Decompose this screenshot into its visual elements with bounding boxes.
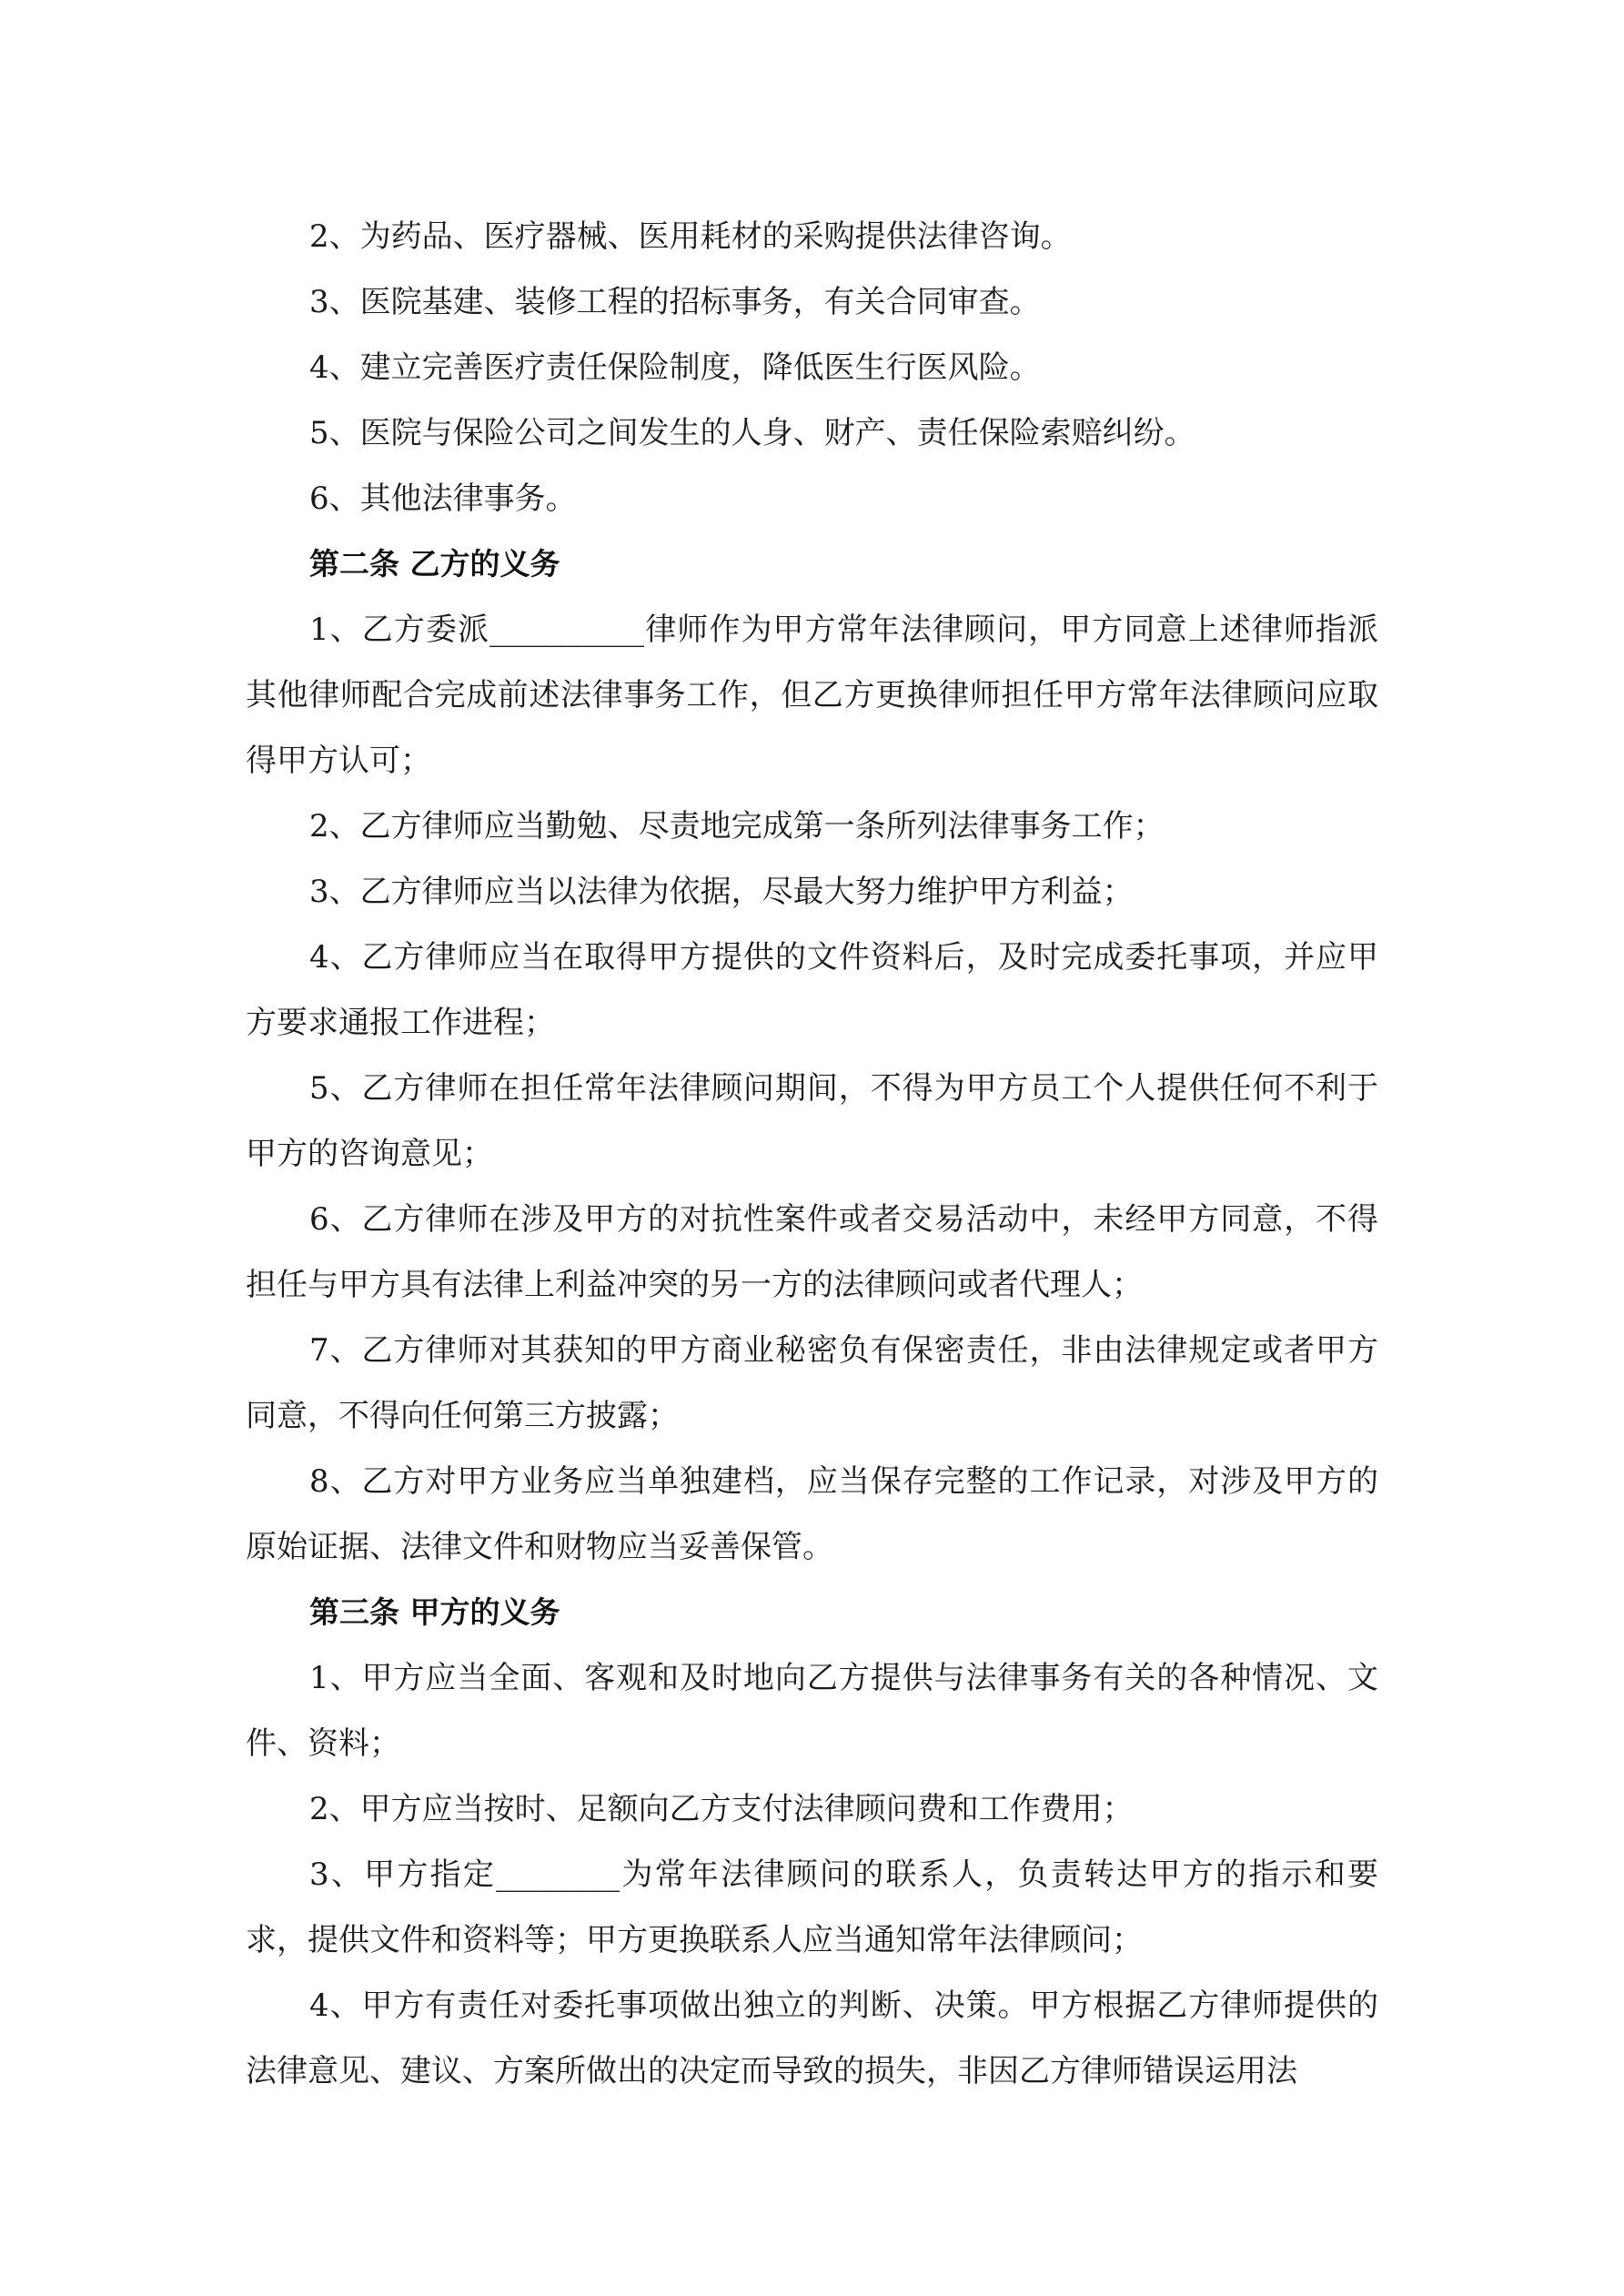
list-item: 1、乙方委派__________律师作为甲方常年法律顾问，甲方同意上述律师指派其他律师配合完成前述法律事务工作，但乙方更换律师担任甲方常年法律顾问应取得甲方认可； (246, 612, 1378, 779)
list-item: 5、医院与保险公司之间发生的人身、财产、责任保险索赔纠纷。 (309, 415, 1195, 451)
section-heading-party-b-obligations: 第二条 乙方的义务 (309, 546, 560, 582)
list-item: 4、乙方律师应当在取得甲方提供的文件资料后，及时完成委托事项，并应甲方要求通报工作进程； (246, 939, 1378, 1041)
list-item: 3、乙方律师应当以法律为依据，尽最大努力维护甲方利益； (309, 874, 1134, 910)
list-item: 2、为药品、医疗器械、医用耗材的采购提供法律咨询。 (309, 218, 1072, 255)
list-item: 3、甲方指定________为常年法律顾问的联系人，负责转达甲方的指示和要求，提供文件和资料等；甲方更换联系人应当通知常年法律顾问； (246, 1856, 1378, 1958)
list-item: 6、乙方律师在涉及甲方的对抗性案件或者交易活动中，未经甲方同意，不得担任与甲方具有法律上利益冲突的另一方的法律顾问或者代理人； (246, 1201, 1378, 1303)
list-item: 4、建立完善医疗责任保险制度，降低医生行医风险。 (309, 349, 1041, 386)
list-item: 1、甲方应当全面、客观和及时地向乙方提供与法律事务有关的各种情况、文件、资料； (246, 1660, 1378, 1762)
list-item: 2、乙方律师应当勤勉、尽责地完成第一条所列法律事务工作； (309, 808, 1165, 845)
list-item: 6、其他法律事务。 (309, 480, 577, 517)
list-item: 4、甲方有责任对委托事项做出独立的判断、决策。甲方根据乙方律师提供的法律意见、建议、方案所做出的决定而导致的损失，非因乙方律师错误运用法 (246, 1988, 1378, 2089)
list-item: 8、乙方对甲方业务应当单独建档，应当保存完整的工作记录，对涉及甲方的原始证据、法律文件和财物应当妥善保管。 (246, 1463, 1378, 1565)
section-heading-party-a-obligations: 第三条 甲方的义务 (309, 1594, 560, 1630)
list-item: 2、甲方应当按时、足额向乙方支付法律顾问费和工作费用； (309, 1791, 1134, 1827)
list-item: 5、乙方律师在担任常年法律顾问期间，不得为甲方员工个人提供任何不利于甲方的咨询意见； (246, 1070, 1378, 1172)
document-body (246, 204, 1378, 2104)
list-item: 3、医院基建、装修工程的招标事务，有关合同审查。 (309, 284, 1041, 320)
list-item: 7、乙方律师对其获知的甲方商业秘密负有保密责任，非由法律规定或者甲方同意，不得向任何第三方披露； (246, 1332, 1378, 1434)
